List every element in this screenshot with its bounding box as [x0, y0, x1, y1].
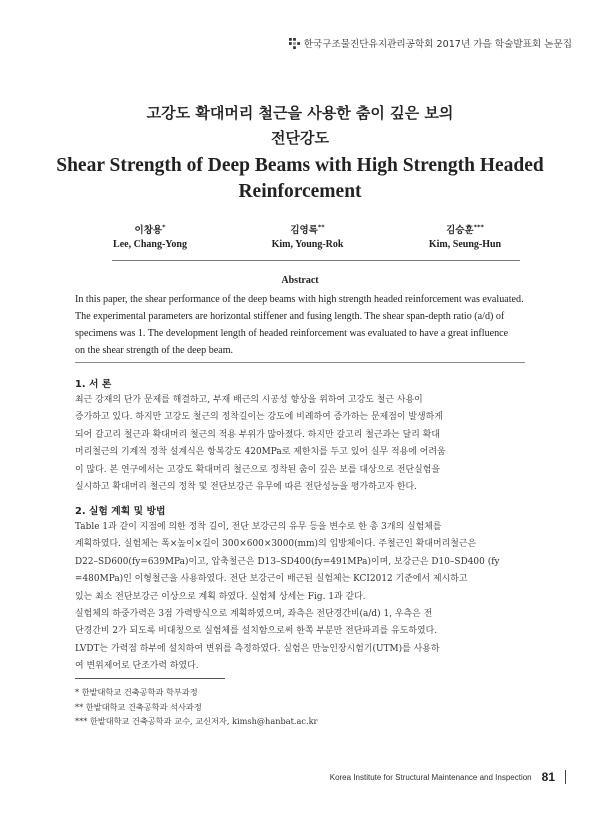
abstract-heading: Abstract [281, 275, 319, 286]
abstract-body: In this paper, the shear performance of the deep beams with high strength headed reinforcement was evaluated. The experimental parameters are horizontal stiffener and fusing length. The shear span-depth ratio (a/d) of specimens was 1. The development length of headed reinforcement was evaluated to have a great influence on the shear strength of the deep beam. [75, 294, 524, 356]
footnote-3: *** 한밭대학교 건축공학과 교수, 교신저자, kimsh@hanbat.ac.kr [75, 716, 318, 726]
journal-logo-icon [289, 38, 300, 49]
page-footer [330, 770, 566, 784]
footnotes [75, 685, 317, 729]
divider [75, 362, 525, 363]
author-list [75, 222, 540, 250]
footnote-2: ** 한밭대학교 건축공학과 석사과정 [75, 701, 202, 712]
footnote-divider [75, 678, 225, 679]
author-3: 김승훈*** Kim, Seung-Hun [428, 222, 502, 250]
institute-name: Korea Institute for Structural Maintenance and Inspection [329, 772, 532, 782]
english-title: Shear Strength of Deep Beams with High Strength Headed Reinforcement [56, 155, 544, 202]
intro-paragraph: 최근 강재의 단가 문제를 해결하고, 부재 배근의 시공성 향상을 위하여 고강도 철근 사용이 증가하고 있다. 하지만 고강도 철근의 정착길이는 강도에 비례하여 증가하는 문제점이 발생하게 되어 갈고리 철근과 확대머리 철근의 적용 부위가 많아졌다. 하지만 갈고리 철근과는 달리 확대 머리철근의 기계적 정착 설계식은 항복강도 420MPa로 제한치를 두고 있어 실무 적용에 어려움 이 많다. 본 연구에서는 고강도 확대머리 철근으로 정착된 춤이 깊은 보를 대상으로 전단실험을 실시하고 확대머리 철근의 정착 및 전단보강근 유무에 따른 전단성능을 평가하고자 한다. [75, 395, 446, 493]
korean-title: 고강도 확대머리 철근을 사용한 춤이 깊은 보의 전단강도 [146, 104, 454, 147]
method-paragraph: Table 1과 같이 지점에 의한 정착 길이, 전단 보강근의 유무 등을 변수로 한 총 3개의 실험체를 계획하였다. 실험체는 폭×높이×길이 300×600×3000(mm)의 입방체이다. 주철근인 확대머리철근은 D22–SD600(fy=639MPa)이고, 압축철근은 D13–SD400(fy=491MPa)이며, 보강근은 D10–SD400 (fy =480MPa)인 이형철근을 사용하였다. 전단 보강근이 배근된 실험체는 KCI2012 기준에서 제시하고 있는 최소 전단보강근 이상으로 계획 하였다. 실험체 상세는 Fig. 1과 같다. 실험체의 하중가력은 3점 가력방식으로 계획하였으며, 좌측은 전단경간비(a/d) 1, 우측은 전 단경간비 2가 되도록 비대칭으로 실험체를 설치함으로써 한쪽 부분만 전단파괴를 유도하였다. LVDT는 가력점 하부에 설치하여 변위를 측정하였다. 실험은 만능인장시험기(UTM)를 사용하 여 변위제어로 단조가력 하였다. [75, 522, 500, 672]
running-header [289, 36, 572, 50]
journal-name: 한국구조물진단유지관리공학회 2017년 가을 학술발표회 논문집 [303, 39, 572, 50]
section-heading-method: 2. 실험 계획 및 방법 [75, 506, 166, 517]
author-1: 이창용* Lee, Chang-Yong [113, 222, 187, 250]
author-2: 김영록** Kim, Young-Rok [271, 222, 344, 250]
section-heading-intro: 1. 서 론 [75, 379, 112, 390]
footer-divider [565, 770, 566, 784]
divider [112, 260, 520, 261]
page-number: 81 [541, 770, 555, 784]
footnote-1: * 한밭대학교 건축공학과 학부과정 [75, 687, 198, 697]
